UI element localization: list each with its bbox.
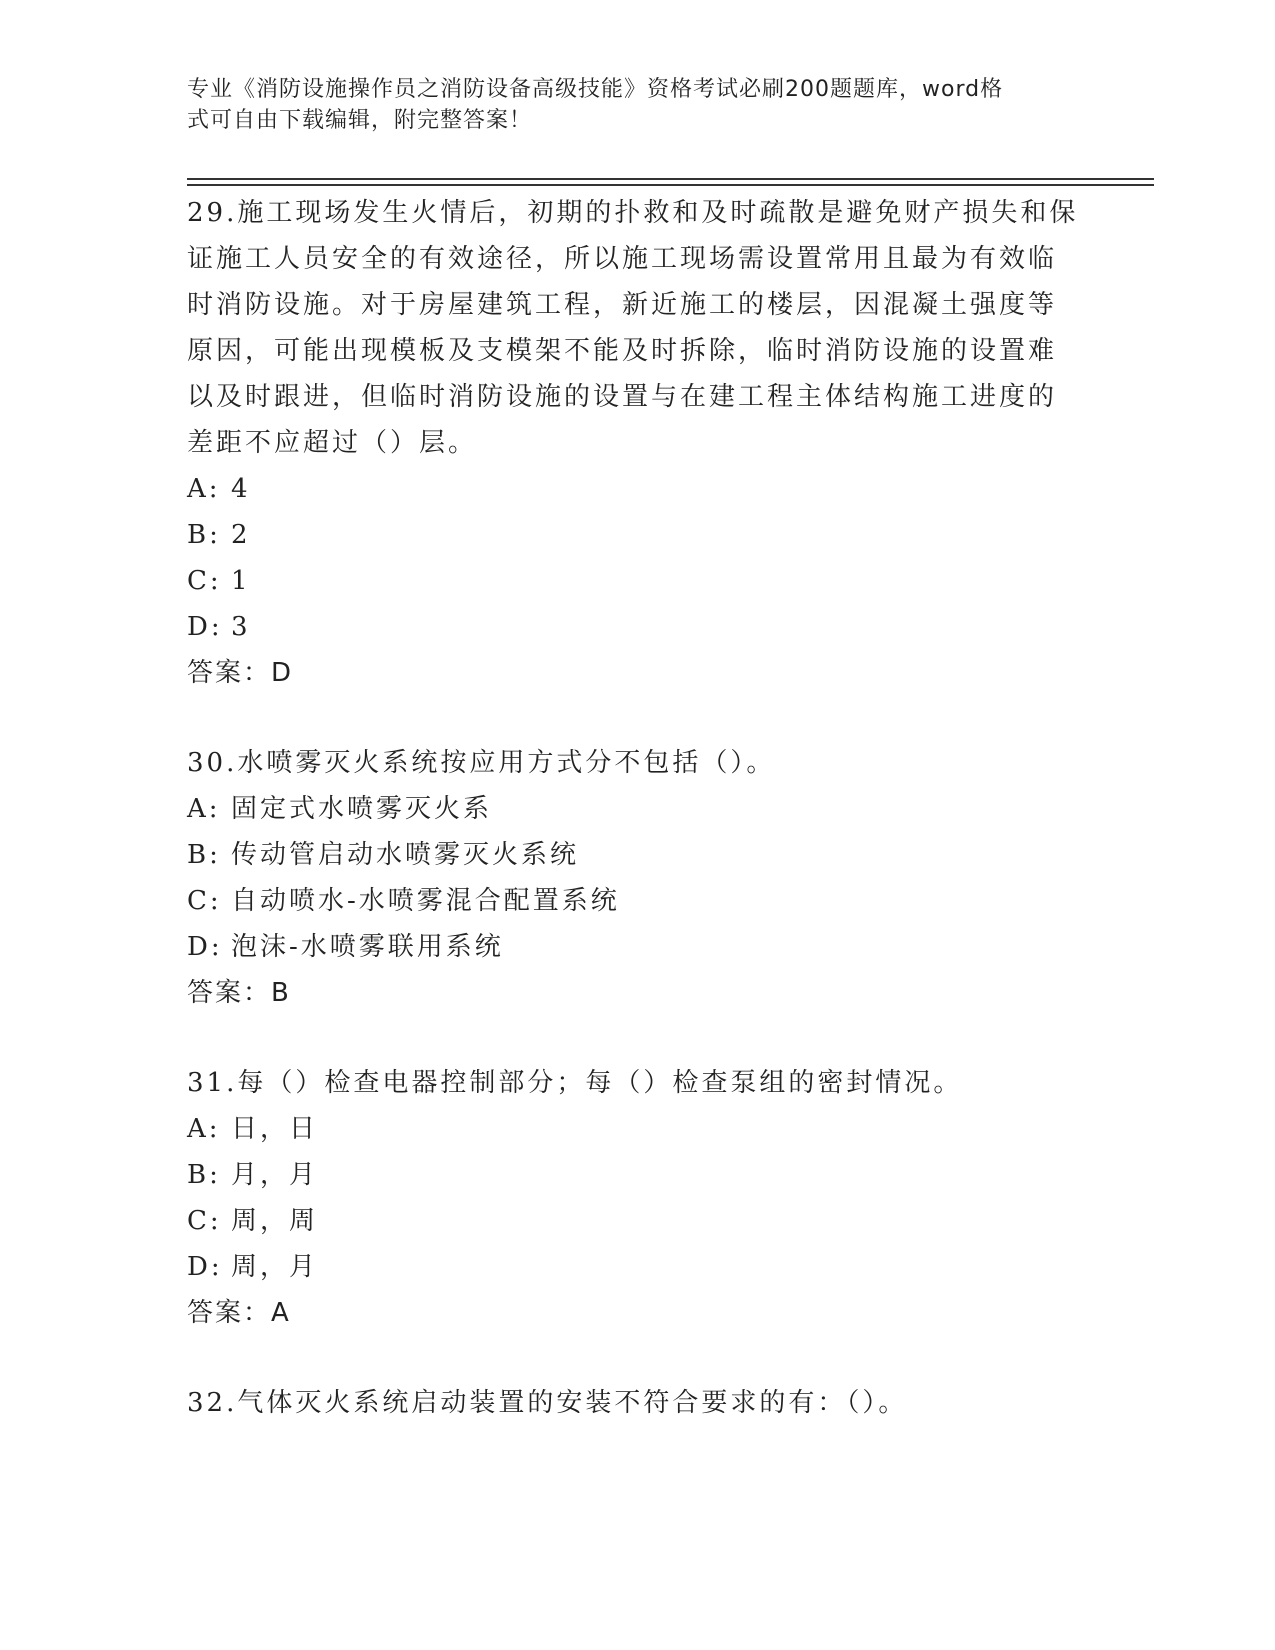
question-30-option-c: [187, 878, 1087, 924]
option-key: D:: [187, 612, 223, 642]
question-29-line-4: 原因，可能出现模板及支模架不能及时拆除，临时消防设施的设置难: [187, 336, 1058, 366]
question-29-line-6: 差距不应超过（）层。: [187, 428, 478, 458]
option-text: 日，日: [231, 1114, 319, 1144]
spacer: [187, 1016, 1087, 1060]
question-31-option-a: [187, 1106, 1087, 1152]
question-29-option-d: [187, 604, 1087, 650]
option-text: 1: [231, 566, 251, 596]
option-text: 自动喷水-水喷雾混合配置系统: [231, 886, 620, 916]
option-key: C:: [187, 566, 222, 596]
option-key: A:: [187, 1114, 221, 1144]
question-29-line-5: 以及时跟进，但临时消防设施的设置与在建工程主体结构施工进度的: [187, 382, 1058, 412]
option-text: 4: [231, 474, 251, 504]
option-text: 周，周: [231, 1206, 319, 1236]
option-text: 泡沫-水喷雾联用系统: [231, 932, 504, 962]
question-29-line-1: 29.施工现场发生火情后，初期的扑救和及时疏散是避免财产损失和保: [187, 198, 1079, 228]
option-key: B:: [187, 520, 221, 550]
question-29: [187, 190, 1087, 696]
option-text: 固定式水喷雾灭火系: [231, 794, 493, 824]
question-30: [187, 740, 1087, 1016]
spacer: [187, 696, 1087, 740]
option-text: 3: [231, 612, 251, 642]
question-31: [187, 1060, 1087, 1336]
option-key: C:: [187, 886, 222, 916]
question-29-answer: 答案：D: [187, 658, 294, 688]
question-29-option-a: [187, 466, 1087, 512]
question-29-option-b: [187, 512, 1087, 558]
question-30-option-d: [187, 924, 1087, 970]
option-key: C:: [187, 1206, 222, 1236]
question-30-option-a: [187, 786, 1087, 832]
option-key: D:: [187, 932, 223, 962]
question-31-line-1: 31.每（）检查电器控制部分；每（）检查泵组的密封情况。: [187, 1068, 963, 1098]
header-divider-bottom: [187, 184, 1154, 186]
option-text: 月，月: [231, 1160, 319, 1190]
option-key: B:: [187, 1160, 221, 1190]
option-text: 传动管启动水喷雾灭火系统: [231, 840, 580, 870]
question-32-line-1: 32.气体灭火系统启动装置的安装不符合要求的有：（）。: [187, 1388, 908, 1418]
option-key: D:: [187, 1252, 223, 1282]
option-text: 2: [231, 520, 251, 550]
question-30-option-b: [187, 832, 1087, 878]
question-31-option-d: [187, 1244, 1087, 1290]
question-31-answer: 答案：A: [187, 1298, 291, 1328]
question-30-line-1: 30.水喷雾灭火系统按应用方式分不包括（）。: [187, 748, 776, 778]
question-list: [187, 190, 1087, 1426]
spacer: [187, 1336, 1087, 1380]
header-line-2: 式可自由下载编辑，附完整答案！: [187, 108, 533, 133]
question-31-option-b: [187, 1152, 1087, 1198]
question-29-line-2: 证施工人员安全的有效途径，所以施工现场需设置常用且最为有效临: [187, 244, 1058, 274]
question-31-option-c: [187, 1198, 1087, 1244]
option-key: A:: [187, 474, 221, 504]
header-divider-top: [187, 178, 1154, 180]
document-header: [187, 74, 1067, 136]
option-text: 周，月: [231, 1252, 319, 1282]
header-line-1: 专业《消防设施操作员之消防设备高级技能》资格考试必刷200题题库，word格: [187, 77, 1004, 102]
option-key: B:: [187, 840, 221, 870]
question-29-line-3: 时消防设施。对于房屋建筑工程，新近施工的楼层，因混凝土强度等: [187, 290, 1058, 320]
question-29-option-c: [187, 558, 1087, 604]
question-30-answer: 答案：B: [187, 978, 291, 1008]
option-key: A:: [187, 794, 221, 824]
question-32: [187, 1380, 1087, 1426]
